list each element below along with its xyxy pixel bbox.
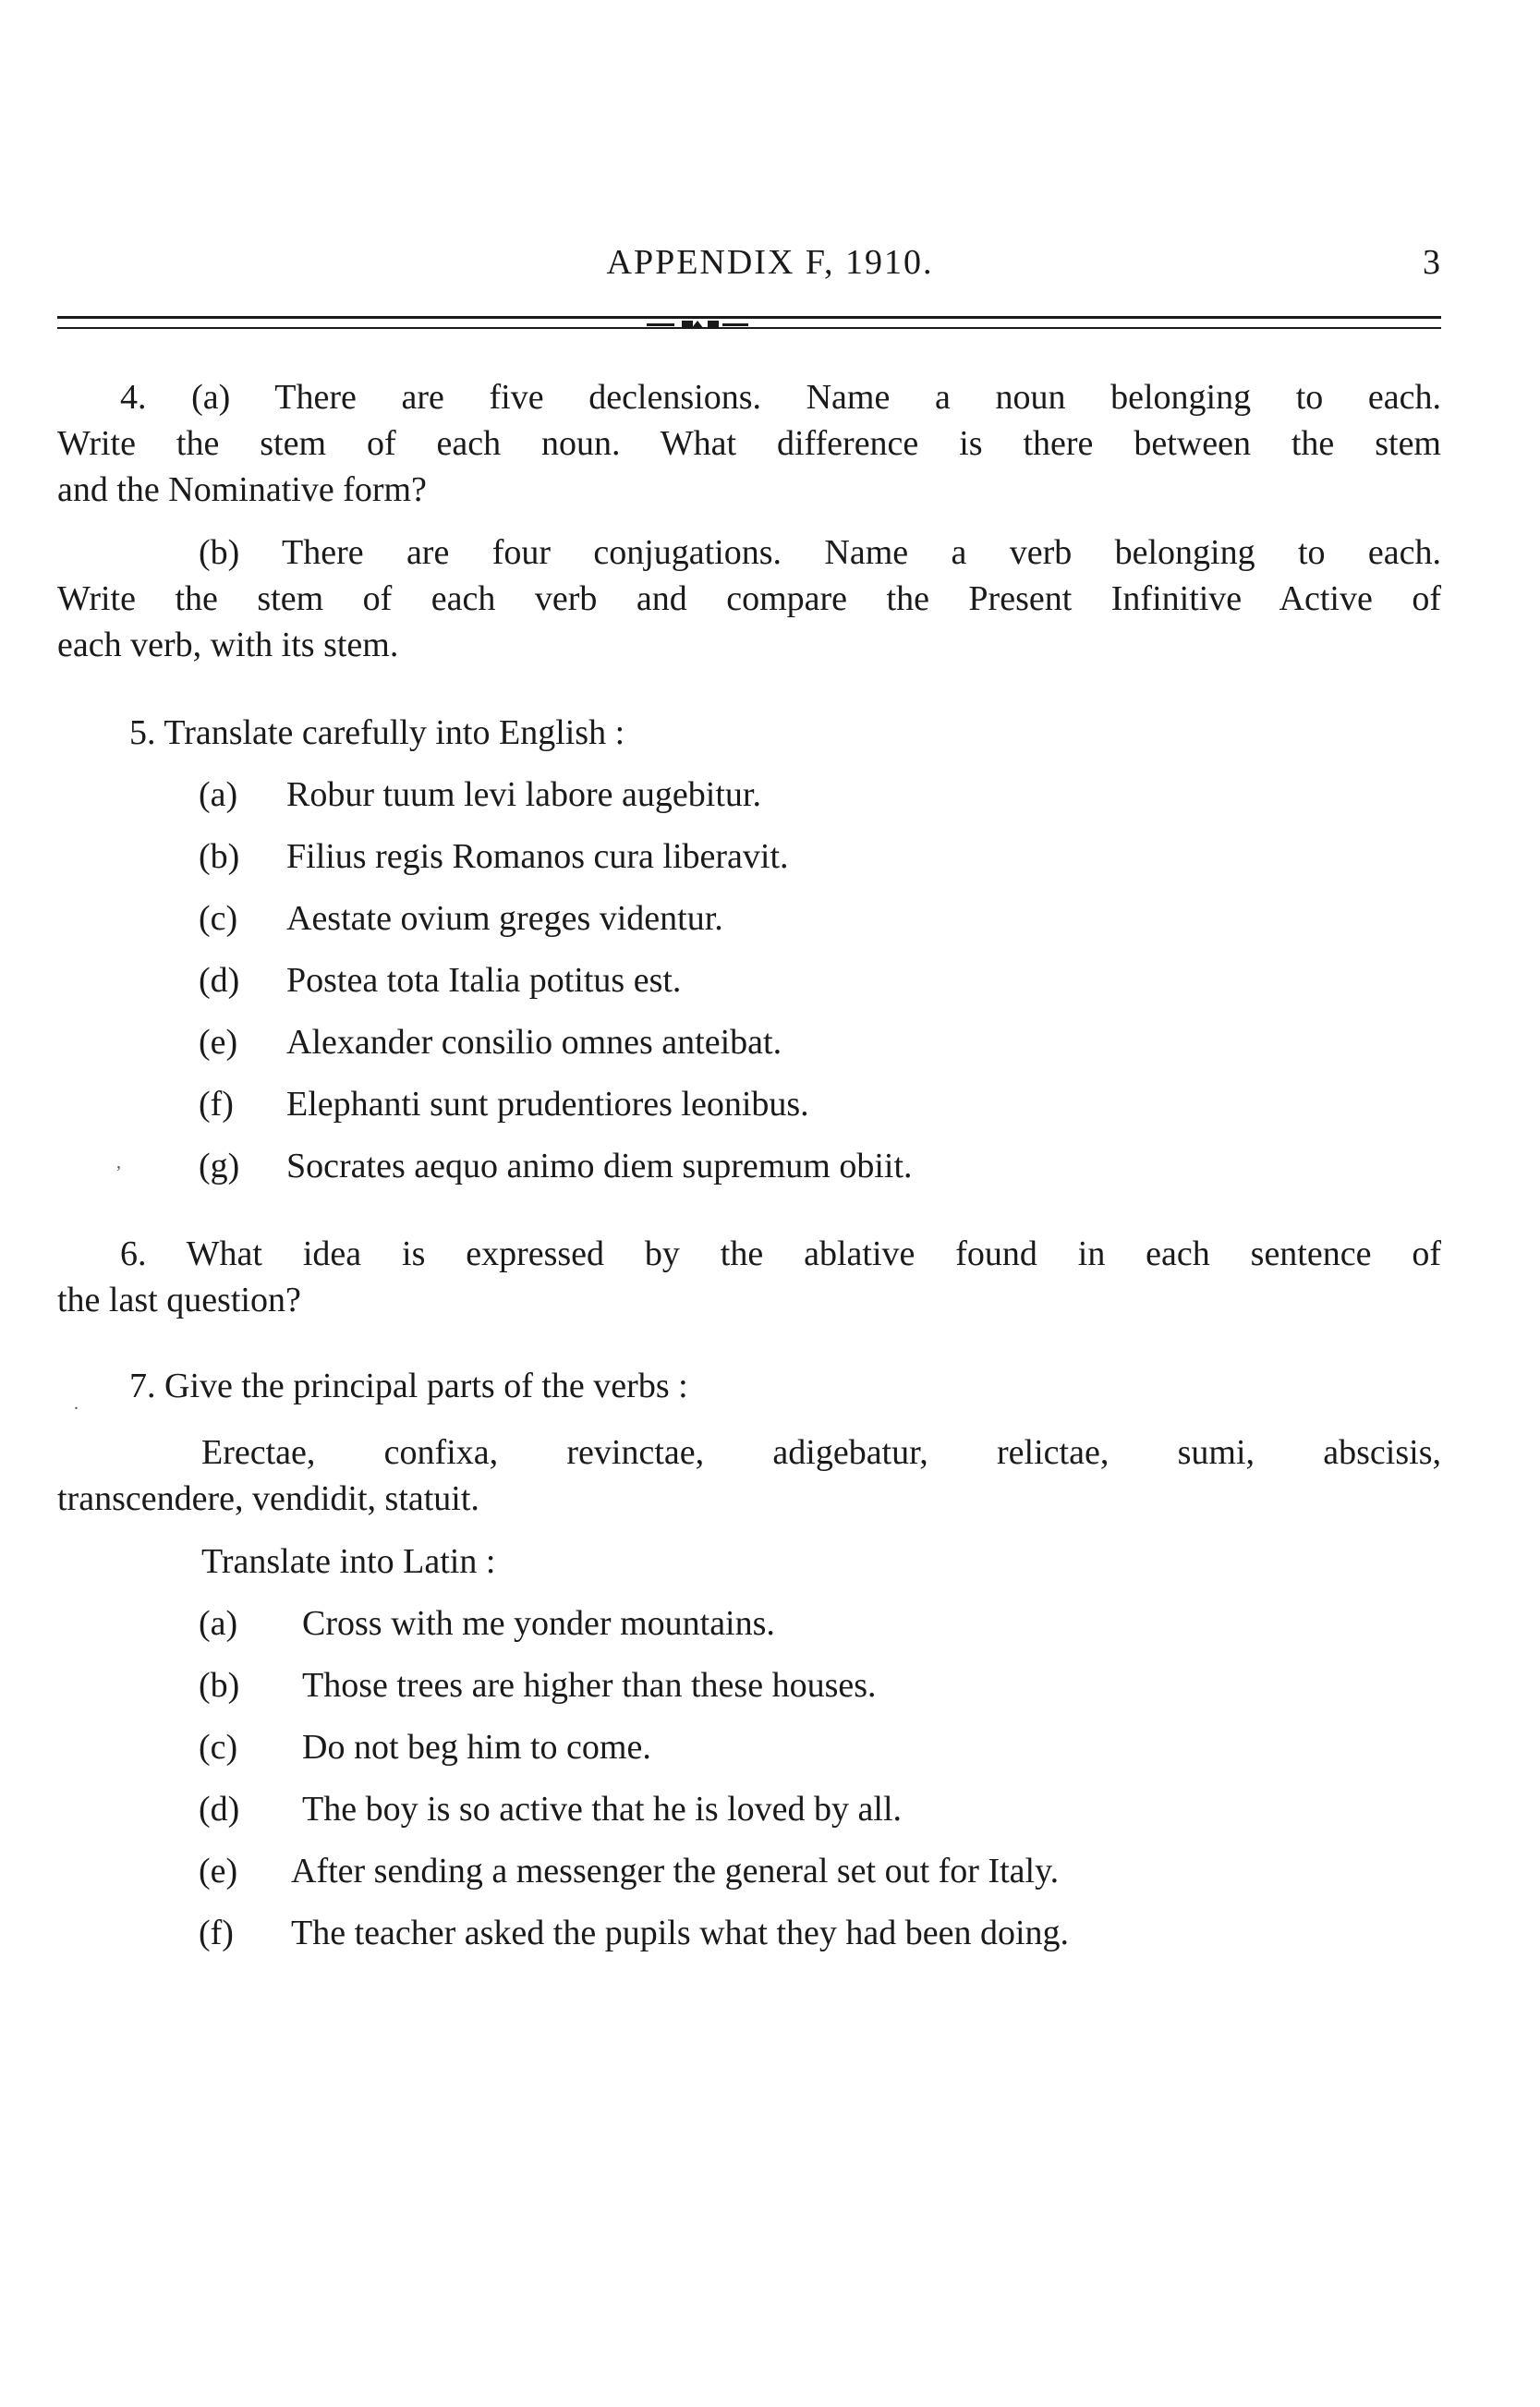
- q7-item: [199, 1600, 775, 1647]
- q7-item: [199, 1786, 902, 1832]
- item-text: After sending a messenger the general set out for Italy.: [291, 1852, 1060, 1890]
- q5-item: [199, 833, 789, 880]
- q7-item: [199, 1848, 1059, 1894]
- q7-verbs-line-2: transcendere, vendidit, statuit.: [57, 1479, 479, 1518]
- item-label: (a): [199, 1604, 238, 1643]
- q5-item: [199, 1081, 809, 1127]
- item-label: (c): [199, 899, 238, 938]
- q7-latin-intro: Translate into Latin :: [201, 1542, 496, 1581]
- q4b-line-2: Write the stem of each verb and compare the Present Infinitive Active of: [57, 579, 1441, 618]
- item-text: Alexander consilio omnes anteibat.: [286, 1023, 782, 1062]
- q7-intro: 7. Give the principal parts of the verbs :: [129, 1367, 688, 1405]
- item-text: Aestate ovium greges videntur.: [286, 899, 723, 938]
- q5-item: [199, 1143, 913, 1189]
- header-rule-thin: [57, 327, 1441, 329]
- item-text: Those trees are higher than these houses.: [302, 1666, 877, 1705]
- q7-verbs-line-1: Erectae, confixa, revinctae, adigebatur, relictae, sumi, abscisis,: [201, 1433, 1441, 1472]
- item-label: (g): [199, 1147, 240, 1185]
- q5-item: [199, 772, 761, 818]
- q7-item: [199, 1910, 1069, 1956]
- speck-mark: ’: [115, 1162, 122, 1183]
- item-text: Postea tota Italia potitus est.: [286, 961, 682, 1000]
- q4b-line-3: each verb, with its stem.: [57, 626, 399, 664]
- item-text: Do not beg him to come.: [302, 1728, 651, 1767]
- q6-line-1: 6. What idea is expressed by the ablative found in each sentence of: [120, 1234, 1441, 1273]
- item-text: The teacher asked the pupils what they had been doing.: [291, 1914, 1070, 1952]
- running-head: [0, 242, 1540, 288]
- item-text: Socrates aequo animo diem supremum obiit.: [286, 1147, 913, 1185]
- header-rule-thick: [57, 316, 1441, 319]
- q4a-line-1: 4. (a) There are five declensions. Name a noun belonging to each.: [120, 378, 1441, 417]
- q5-item: [199, 1019, 782, 1065]
- item-label: (f): [199, 1085, 234, 1124]
- speck-mark: .: [74, 1393, 79, 1414]
- item-label: (e): [199, 1023, 238, 1062]
- q6-line-2: the last question?: [57, 1281, 301, 1319]
- item-text: Filius regis Romanos cura liberavit.: [286, 837, 789, 876]
- q5-item: [199, 895, 723, 942]
- q4b-line-1: (b) There are four conjugations. Name a verb belonging to each.: [199, 533, 1441, 572]
- item-label: (d): [199, 961, 240, 1000]
- item-label: (b): [199, 1666, 240, 1705]
- running-title: APPENDIX F, 1910.: [606, 243, 934, 282]
- item-label: (e): [199, 1852, 238, 1890]
- q7-item: [199, 1724, 651, 1770]
- item-text: Elephanti sunt prudentiores leonibus.: [286, 1085, 809, 1124]
- q4a-line-2: Write the stem of each noun. What difference is there between the stem: [57, 424, 1441, 463]
- item-label: (d): [199, 1790, 240, 1829]
- item-text: Cross with me yonder mountains.: [302, 1604, 775, 1643]
- page-number: 3: [1423, 243, 1442, 282]
- q7-item: [199, 1662, 877, 1708]
- item-label: (b): [199, 837, 240, 876]
- q5-intro: 5. Translate carefully into English :: [129, 713, 625, 752]
- item-text: The boy is so active that he is loved by all.: [302, 1790, 903, 1829]
- item-label: (f): [199, 1914, 234, 1952]
- item-label: (c): [199, 1728, 238, 1767]
- q5-item: [199, 957, 681, 1003]
- item-text: Robur tuum levi labore augebitur.: [286, 775, 761, 814]
- item-label: (a): [199, 775, 238, 814]
- q4a-line-3: and the Nominative form?: [57, 470, 427, 509]
